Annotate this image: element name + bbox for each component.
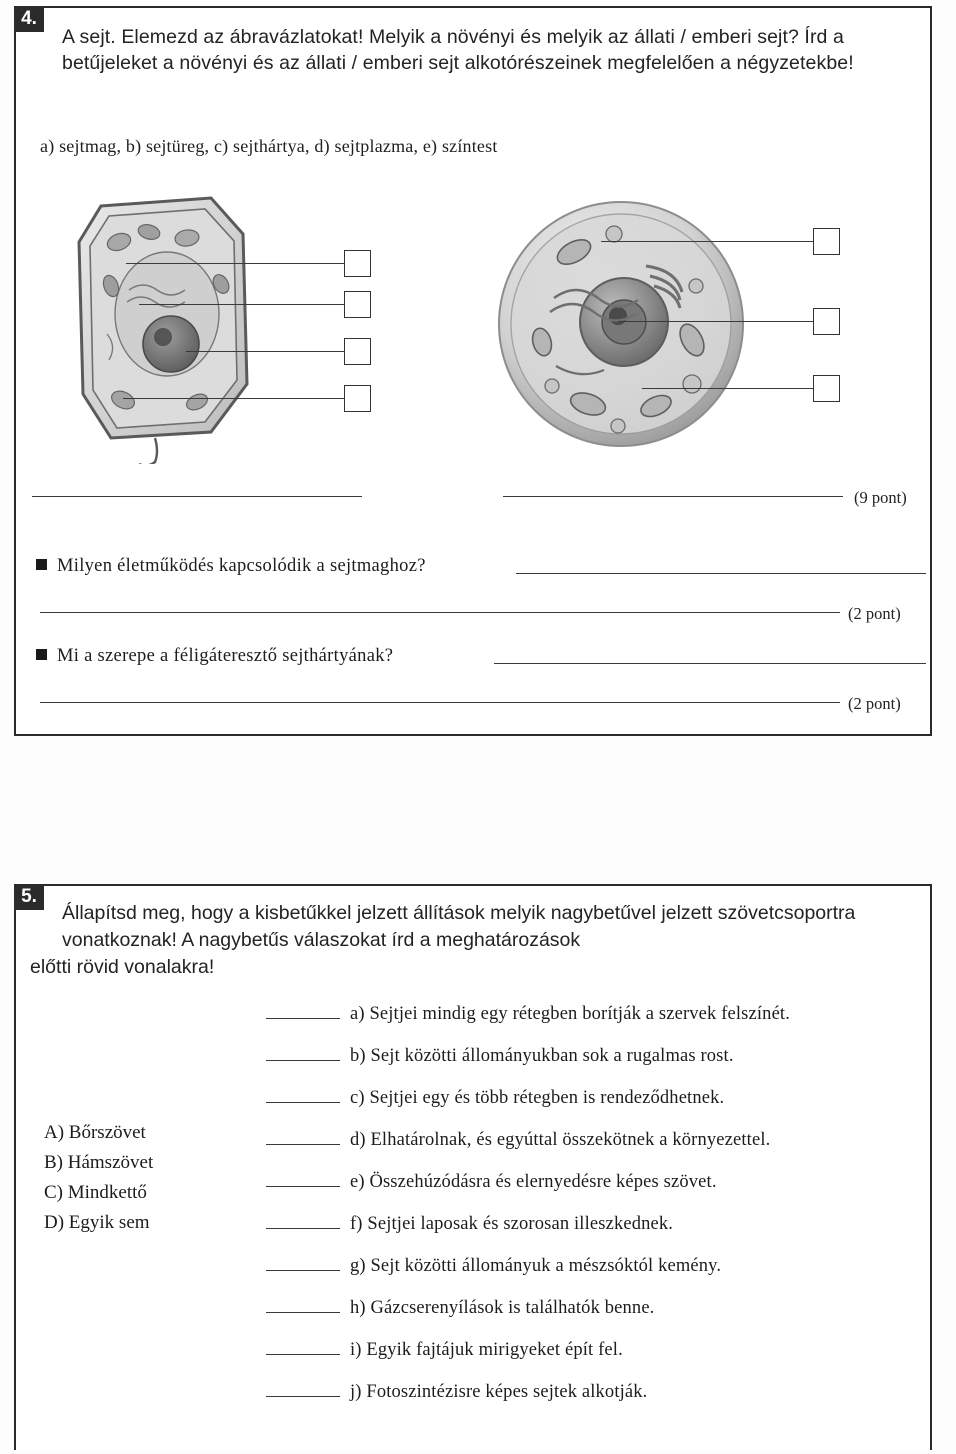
choice-d: D) Egyik sem <box>44 1212 150 1233</box>
statement-text-h: h) Gázcserenyílások is találhatók benne. <box>350 1298 655 1318</box>
animal-leader-3 <box>642 388 813 389</box>
exercise-5-choices <box>44 1118 153 1238</box>
question-2-text: Mi a szerepe a féligáteresztő sejthártyának? <box>57 646 394 666</box>
answer-blank-c[interactable] <box>266 1088 340 1103</box>
answer-box-animal-1[interactable] <box>813 228 840 255</box>
statement-text-i: i) Egyik fajtájuk mirigyeket épít fel. <box>350 1340 623 1360</box>
answer-blank-f[interactable] <box>266 1214 340 1229</box>
statement-text-c: c) Sejtjei egy és több rétegben is rendeződhetnek. <box>350 1088 725 1108</box>
exercise-5-heading-line-3: előtti rövid vonalakra! <box>30 956 215 978</box>
statement-text-d: d) Elhatárolnak, és egyúttal összekötnek a környezettel. <box>350 1130 771 1150</box>
animal-cell-caption-rule[interactable] <box>503 496 843 497</box>
exercise-5-statements <box>266 1004 906 1424</box>
question-1-answer-line-2[interactable] <box>40 612 840 613</box>
question-1-points: (2 pont) <box>848 604 901 623</box>
animal-leader-1 <box>601 241 813 242</box>
plant-leader-2 <box>139 304 344 305</box>
plant-leader-3 <box>186 351 344 352</box>
statement-row-j <box>266 1382 906 1424</box>
answer-blank-h[interactable] <box>266 1298 340 1313</box>
answer-box-plant-2[interactable] <box>344 291 371 318</box>
answer-box-plant-3[interactable] <box>344 338 371 365</box>
answer-box-animal-2[interactable] <box>813 308 840 335</box>
plant-cell-diagram <box>71 194 256 464</box>
answer-blank-a[interactable] <box>266 1004 340 1019</box>
question-2-row <box>36 646 393 667</box>
animal-cell-diagram <box>496 194 746 459</box>
question-2-points: (2 pont) <box>848 694 901 713</box>
statement-text-g: g) Sejt közötti állományuk a mészsóktól kemény. <box>350 1256 722 1276</box>
bullet-icon <box>36 559 47 570</box>
statement-text-f: f) Sejtjei laposak és szorosan illeszkednek. <box>350 1214 674 1234</box>
statement-text-e: e) Összehúzódásra és elernyedésre képes szövet. <box>350 1172 717 1192</box>
answer-blank-b[interactable] <box>266 1046 340 1061</box>
points-drawing: (9 pont) <box>854 488 907 507</box>
exercise-5-container <box>14 884 932 1450</box>
answer-box-plant-4[interactable] <box>344 385 371 412</box>
exercise-4-container <box>14 6 932 736</box>
answer-blank-e[interactable] <box>266 1172 340 1187</box>
exercise-4-options-line: a) sejtmag, b) sejtüreg, c) sejthártya, d) sejtplazma, e) színtest <box>40 136 498 156</box>
question-2-answer-line-1[interactable] <box>494 663 926 664</box>
statement-text-j: j) Fotoszintézisre képes sejtek alkotják. <box>350 1382 648 1402</box>
exercise-5-heading-line-2: szövetcsoportra vonatkoznak! A nagybetűs válaszokat írd a meghatározások <box>62 902 856 951</box>
exercise-5-number: 5. <box>14 884 44 910</box>
statement-row-h <box>266 1298 906 1340</box>
exercise-5-heading <box>30 900 922 981</box>
answer-blank-d[interactable] <box>266 1130 340 1145</box>
statement-row-g <box>266 1256 906 1298</box>
question-1-answer-line-1[interactable] <box>516 573 926 574</box>
statement-row-e <box>266 1172 906 1214</box>
exercise-5-heading-line-1: Állapítsd meg, hogy a kisbetűkkel jelzett állítások melyik nagybetűvel jelzett <box>62 902 713 924</box>
statement-row-f <box>266 1214 906 1256</box>
answer-blank-g[interactable] <box>266 1256 340 1271</box>
exercise-4-heading: A sejt. Elemezd az ábravázlatokat! Melyik a növényi és melyik az állati / emberi sejt? Írd a betűjeleket a növényi és az állati / emberi sejt alkotórészeinek megfelelően a négyzetekbe! <box>62 26 854 74</box>
question-1-text: Milyen életműködés kapcsolódik a sejtmaghoz? <box>57 556 426 576</box>
choice-a: A) Bőrszövet <box>44 1122 146 1143</box>
plant-leader-1 <box>126 263 344 264</box>
statement-row-b <box>266 1046 906 1088</box>
animal-leader-2 <box>618 321 813 322</box>
statement-row-a <box>266 1004 906 1046</box>
statement-row-c <box>266 1088 906 1130</box>
answer-box-animal-3[interactable] <box>813 375 840 402</box>
question-2-answer-line-2[interactable] <box>40 702 840 703</box>
choice-c: C) Mindkettő <box>44 1182 147 1203</box>
answer-box-plant-1[interactable] <box>344 250 371 277</box>
statement-text-a: a) Sejtjei mindig egy rétegben borítják a szervek felszínét. <box>350 1004 790 1024</box>
statement-text-b: b) Sejt közötti állományukban sok a rugalmas rost. <box>350 1046 734 1066</box>
choice-b: B) Hámszövet <box>44 1152 154 1173</box>
answer-blank-i[interactable] <box>266 1340 340 1355</box>
bullet-icon <box>36 649 47 660</box>
exercise-4-number: 4. <box>14 6 44 32</box>
plant-cell-caption-rule[interactable] <box>32 496 362 497</box>
statement-row-d <box>266 1130 906 1172</box>
question-1-row <box>36 556 426 577</box>
statement-row-i <box>266 1340 906 1382</box>
answer-blank-j[interactable] <box>266 1382 340 1397</box>
plant-leader-4 <box>123 398 344 399</box>
